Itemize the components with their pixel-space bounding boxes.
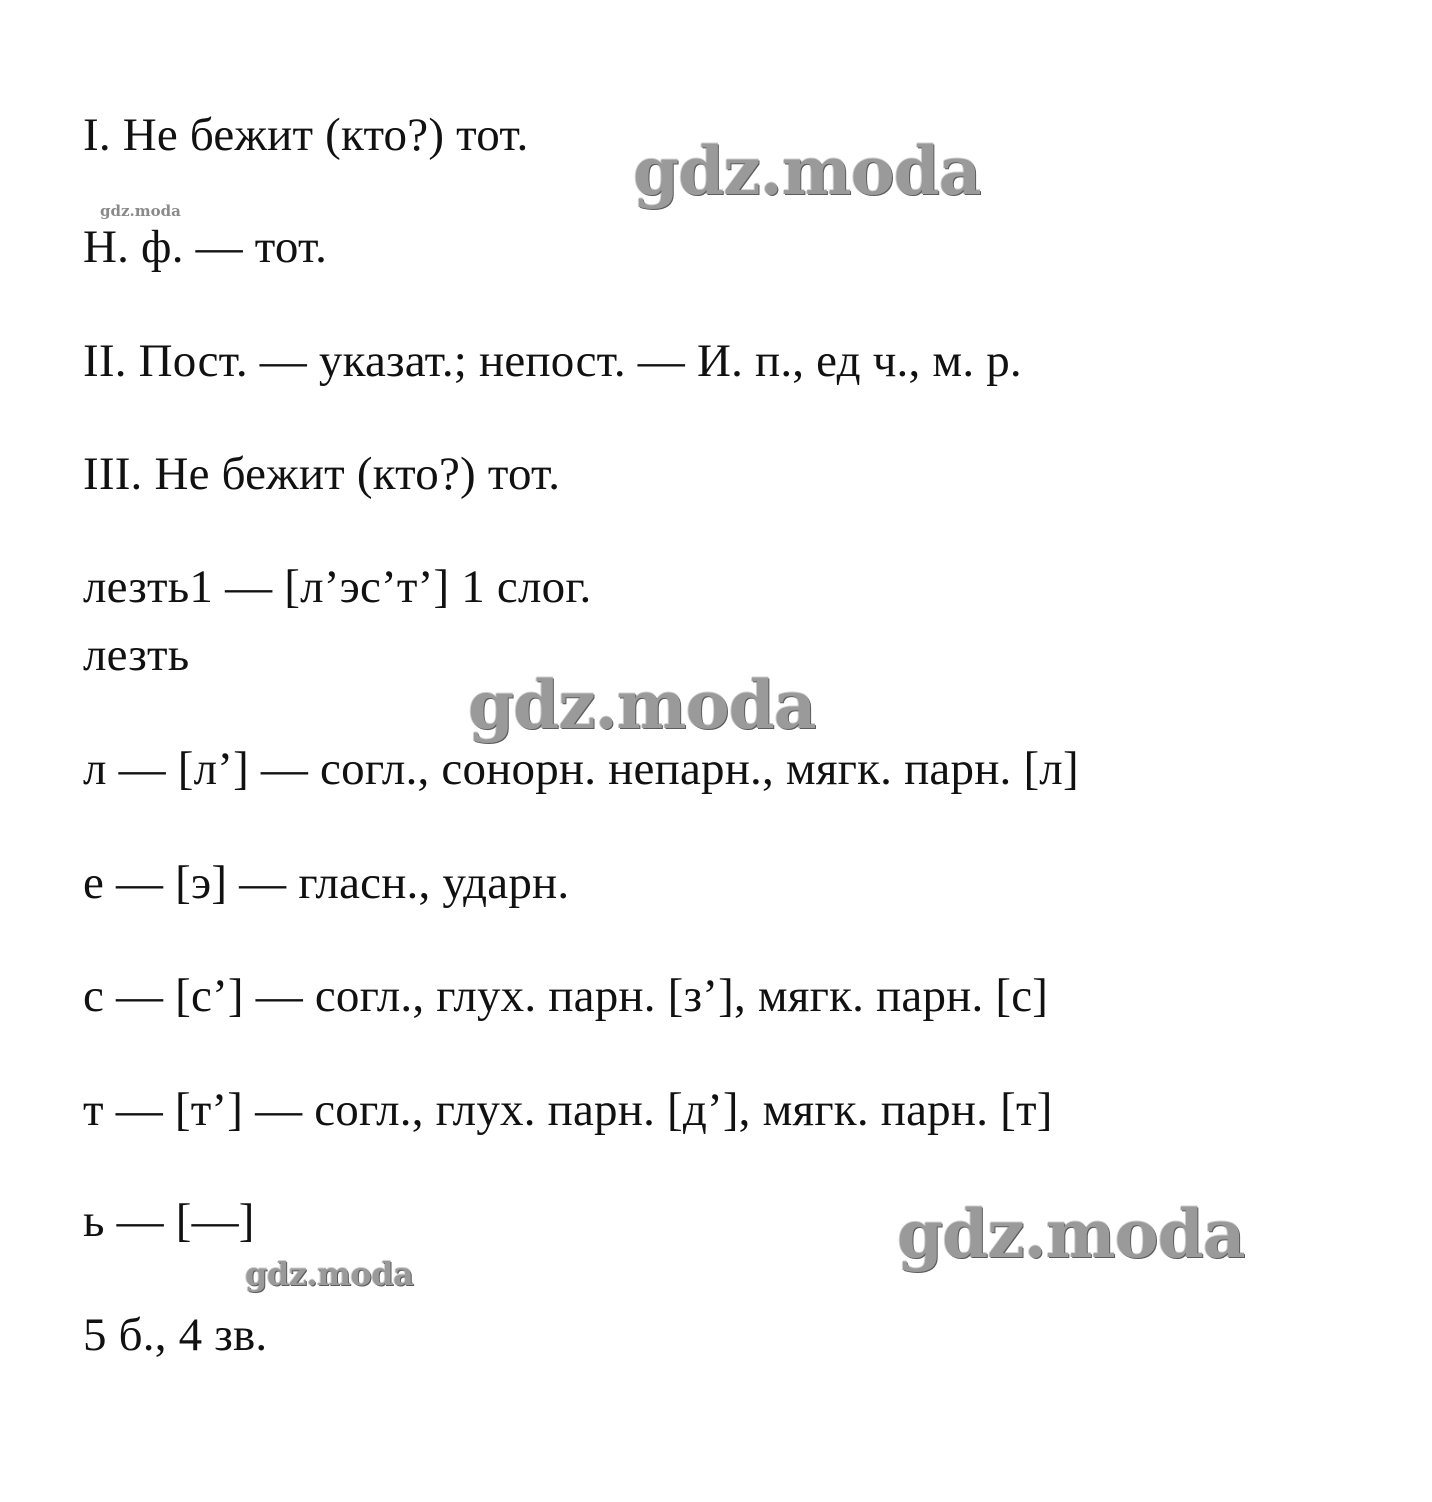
watermark-logo: gdz.moda (245, 1255, 414, 1293)
text-line-7: л — [л’] — согл., сонорн. непарн., мягк. парн. [л] (83, 743, 1079, 795)
text-line-8: е — [э] — гласн., ударн. (83, 857, 570, 909)
text-line-5: лезть1 — [л’эс’т’] 1 слог. (83, 561, 592, 613)
text-line-12: 5 б., 4 зв. (83, 1309, 268, 1361)
text-line-10: т — [т’] — согл., глух. парн. [д’], мягк. парн. [т] (83, 1084, 1053, 1136)
text-line-4: III. Не бежит (кто?) тот. (83, 448, 561, 500)
text-line-2: Н. ф. — тот. (83, 221, 328, 273)
text-line-1: I. Не бежит (кто?) тот. (83, 109, 529, 161)
watermark-logo: gdz.moda (633, 132, 981, 210)
text-line-9: с — [с’] — согл., глух. парн. [з’], мягк. парн. [с] (83, 970, 1049, 1022)
text-line-11: ь — [—] (83, 1195, 255, 1247)
watermark-logo: gdz.moda (100, 202, 181, 220)
text-line-3: II. Пост. — указат.; непост. — И. п., ед ч., м. р. (83, 335, 1022, 387)
watermark-logo: gdz.moda (897, 1195, 1245, 1273)
text-line-6: лезть (83, 629, 190, 681)
watermark-logo: gdz.moda (468, 666, 816, 744)
